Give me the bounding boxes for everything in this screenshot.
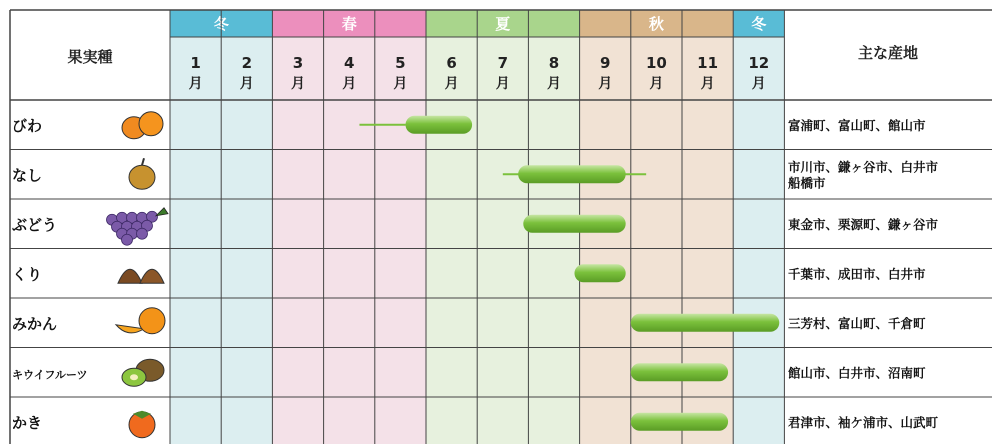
- kiwi-icon: [122, 359, 164, 386]
- fruit-name-label: びわ: [12, 116, 43, 135]
- region-text: 館山市、白井市、沼南町: [788, 365, 926, 381]
- harvest-bar: [631, 363, 728, 381]
- month-unit-label: 月: [239, 76, 254, 92]
- harvest-bar: [518, 165, 626, 183]
- month-number-label: 9: [599, 54, 611, 72]
- month-unit-label: 月: [444, 76, 459, 92]
- month-unit-label: 月: [649, 76, 664, 92]
- month-number-label: 10: [645, 54, 667, 72]
- season-column-bg: [733, 37, 784, 444]
- month-unit-label: 月: [598, 76, 613, 92]
- fruit-column-header: 果実種: [67, 48, 113, 66]
- month-unit-label: 月: [495, 76, 510, 92]
- harvest-bar: [631, 413, 728, 431]
- season-label: 夏: [495, 15, 511, 33]
- chestnut-icon: [118, 269, 164, 283]
- region-column-header: 主な産地: [857, 44, 919, 62]
- month-number-label: 5: [395, 54, 406, 72]
- loquat-icon: [122, 112, 163, 139]
- season-column-bg: [272, 37, 426, 444]
- month-unit-label: 月: [393, 76, 408, 92]
- month-number-label: 12: [748, 54, 770, 72]
- harvest-bar: [631, 314, 779, 332]
- region-text: 東金市、栗源町、鎌ヶ谷市: [788, 216, 939, 232]
- pear-icon: [129, 158, 155, 189]
- month-number-label: 7: [497, 54, 509, 72]
- month-unit-label: 月: [751, 76, 766, 92]
- month-number-label: 2: [241, 54, 253, 72]
- fruit-name-label: なし: [12, 166, 43, 185]
- month-number-label: 6: [446, 54, 457, 72]
- harvest-bar: [574, 264, 625, 282]
- harvest-bar: [523, 215, 625, 233]
- month-unit-label: 月: [342, 76, 357, 92]
- fruit-name-label: ぶどう: [12, 215, 58, 234]
- season-column-bg: [580, 37, 734, 444]
- mandarin-icon: [116, 308, 165, 334]
- month-number-label: 8: [548, 54, 560, 72]
- region-text: 市川市、鎌ヶ谷市、白井市: [788, 159, 939, 175]
- fruit-name-label: みかん: [12, 314, 58, 333]
- month-number-label: 11: [697, 54, 719, 72]
- region-text: 船橋市: [788, 175, 826, 191]
- fruit-name-label: かき: [12, 413, 43, 432]
- harvest-bar: [406, 116, 473, 134]
- region-text: 千葉市、成田市、白井市: [788, 266, 926, 282]
- season-label: 冬: [213, 15, 229, 33]
- region-text: 富浦町、富山町、館山市: [788, 117, 926, 133]
- region-text: 三芳村、富山町、千倉町: [788, 315, 926, 331]
- fruit-name-label: キウイフルーツ: [12, 368, 88, 382]
- month-unit-label: 月: [291, 76, 305, 92]
- month-number-label: 4: [343, 54, 355, 72]
- season-label: 秋: [648, 15, 664, 33]
- month-unit-label: 月: [547, 76, 561, 92]
- region-text: 君津市、袖ケ浦市、山武町: [788, 414, 939, 430]
- month-number-label: 3: [292, 54, 304, 72]
- month-number-label: 1: [190, 54, 201, 72]
- season-label: 冬: [751, 15, 767, 33]
- season-label: 春: [341, 15, 357, 33]
- grapes-icon: [107, 208, 169, 246]
- month-unit-label: 月: [700, 76, 715, 92]
- fruit-name-label: くり: [12, 265, 43, 284]
- persimmon-icon: [129, 411, 155, 438]
- season-column-bg: [426, 37, 580, 444]
- month-unit-label: 月: [188, 76, 203, 92]
